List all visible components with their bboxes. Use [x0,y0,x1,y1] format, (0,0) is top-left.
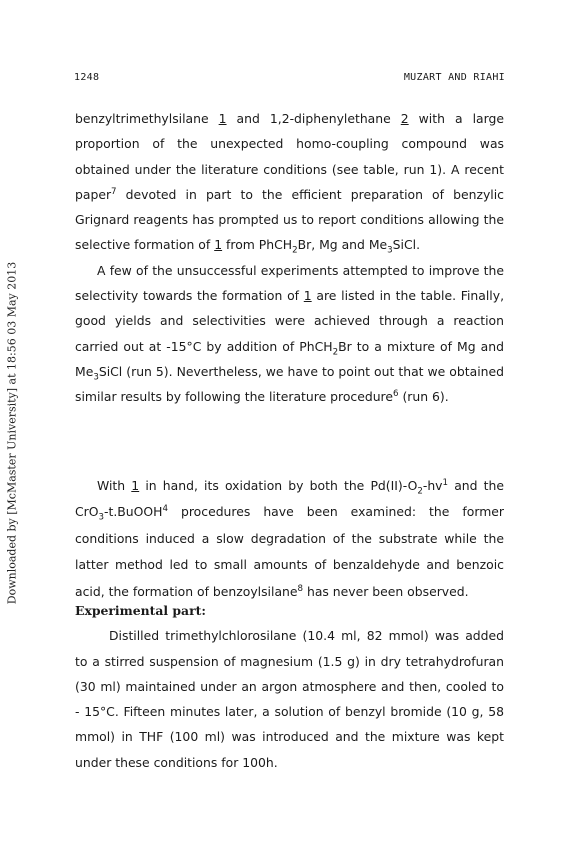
running-head-authors: MUZART AND RIAHI [403,72,505,83]
paragraph-4: Distilled trimethylchlorosilane (10.4 ml, 82 mmol) was added to a stirred suspension of magnesium (1.5 g) in dry tetrahydrofuran (30 ml) maintained under an argon atmosphere and then, cooled to - 15°C. Fifteen minutes later, a solution of benzyl bromide (10 g, 58 mmol) in THF (100 ml) was introduced and the mixture was kept under these conditions for 100h. [75,628,504,770]
compound-ref: 1 [218,111,227,126]
reference-superscript: 6 [393,389,399,400]
section-heading: Experimental part: [75,603,206,618]
body-text-top [75,106,504,410]
reference-superscript: 1 [442,477,449,488]
compound-ref: 1 [303,288,312,304]
page-number: 1248 [74,72,100,83]
compound-ref: 1 [131,478,140,493]
reference-superscript: 4 [162,504,168,515]
download-note: Downloaded by [McMaster University] at 18:56 03 May 2013 [5,261,19,605]
reference-superscript: 8 [297,583,304,594]
compound-ref: 1 [214,237,223,253]
paragraph-1: benzyltrimethylsilane 1 and 1,2-diphenylethane 2 with a large proportion of the unexpected homo-coupling compound was obtained under the literature conditions (see table, run 1). A recent paper$^7$ devoted in part to the efficient preparation of benzylic Grignard reagents has prompted us to report conditions allowing the selective formation of 1 from PhCH$_2$Br, Mg and $Me_3SiCl$. [75,111,505,256]
paragraph-3: With 1 in hand, its oxidation by both the $Pd(II)-O_2-hv^1$ and the CrO$_3$-t.BuOOH$^4$ procedures have been examined: the former conditions induced a slow degradation of the substrate while the latter method led to small amounts of benzaldehyde and benzoic acid, the formation of benzoylsilane$^8$ has never been observed. [75,477,505,599]
download-watermark [3,258,21,608]
experimental-section [75,598,504,775]
paragraph-2: A few of the unsuccessful experiments attempted to improve the selectivity towards the formation of 1 are listed in the table. Finally, good yields and selectivities were achieved through a reaction carried out at -15°C by addition of PhCH$_2$Br to a mixture of Mg and $Me_3SiCl$ (run 5). Nevertheless, we have to point out that we obtained similar results by following the literature procedure$^6$ (run 6). [75,262,505,405]
reference-superscript: 7 [111,186,117,197]
compound-ref: 2 [400,111,409,126]
body-text-middle [75,473,504,605]
